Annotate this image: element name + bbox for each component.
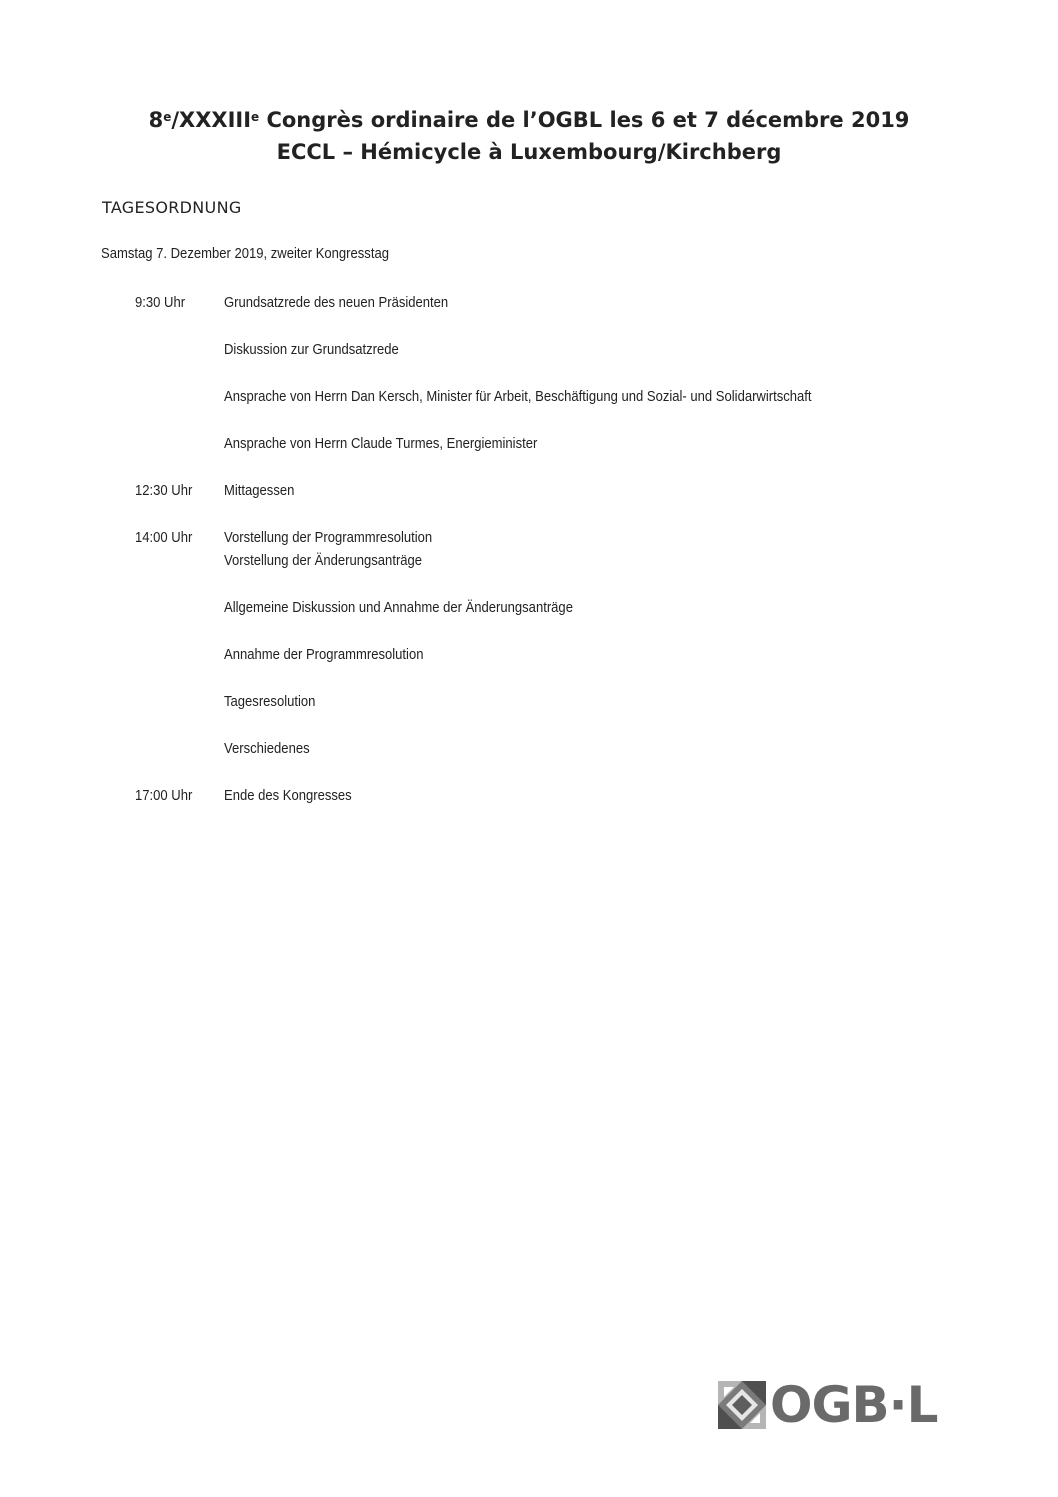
agenda-item: Ansprache von Herrn Claude Turmes, Energieminister [224, 436, 538, 452]
agenda-item: Mittagessen [224, 483, 295, 499]
title-text: Congrès ordinaire de l’OGBL les 6 et 7 décembre 2019 [259, 108, 910, 132]
ogbl-logo-text: OGB·L [770, 1376, 938, 1434]
title-superscript-1: e [163, 110, 172, 124]
agenda-item: Ansprache von Herrn Dan Kersch, Minister für Arbeit, Beschäftigung und Sozial- und Solidarwirtschaft [224, 389, 812, 405]
agenda-item: Vorstellung der Änderungsanträge [224, 553, 423, 569]
agenda-item: Tagesresolution [224, 694, 316, 710]
agenda-item: Allgemeine Diskussion und Annahme der Änderungsanträge [224, 600, 573, 616]
title-number: 8 [148, 108, 164, 132]
ogbl-logo-mark-icon [718, 1381, 766, 1429]
day-heading: Samstag 7. Dezember 2019, zweiter Kongresstag [101, 246, 389, 262]
section-heading: TAGESORDNUNG [102, 198, 242, 217]
title-line-2: ECCL – Hémicycle à Luxembourg/Kirchberg [276, 140, 782, 164]
agenda-item: Diskussion zur Grundsatzrede [224, 342, 399, 358]
agenda-item: Vorstellung der Programmresolution [224, 530, 433, 546]
agenda-item: Annahme der Programmresolution [224, 647, 424, 663]
agenda-time: 12:30 Uhr [135, 483, 193, 499]
agenda-item: Verschiedenes [224, 741, 310, 757]
ogbl-logo [718, 1376, 954, 1434]
agenda-time: 9:30 Uhr [135, 295, 186, 311]
title-superscript-2: e [251, 110, 260, 124]
agenda-time: 14:00 Uhr [135, 530, 193, 546]
agenda-time: 17:00 Uhr [135, 788, 193, 804]
title-roman-number: /XXXIII [171, 108, 252, 132]
agenda-item: Grundsatzrede des neuen Präsidenten [224, 295, 449, 311]
agenda-item: Ende des Kongresses [224, 788, 352, 804]
